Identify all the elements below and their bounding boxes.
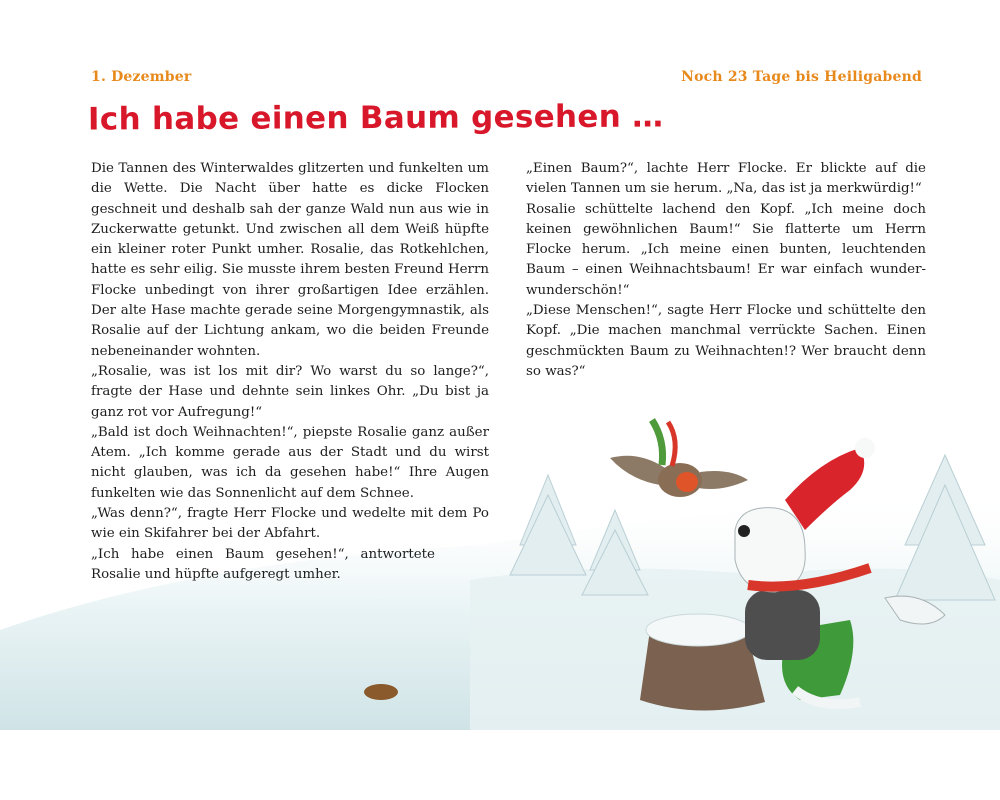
story-paragraph: „Diese Menschen!“, sagte Herr Flocke und schüttelte den Kopf. „Die machen manchmal verrückte Sachen. Einen geschmückten Baum zu Weihnachten!? Wer braucht denn so was?“ [526,303,926,379]
robin-rosalie [610,420,748,497]
story-paragraph: „Was denn?“, fragte Herr Flocke und wedelte mit dem Po wie ein Skifahrer bei der Abfahrt. [91,506,489,542]
story-paragraph: „Rosalie, was ist los mit dir? Wo warst du so lange?“, fragte der Hase und dehnte sein linkes Ohr. „Du bist ja ganz rot vor Aufregung!“ [91,363,489,420]
story-paragraph: „Ich habe einen Baum gesehen!“, antwortete Rosalie und hüpfte aufgeregt umher. [91,546,435,582]
pine-cone [364,684,398,700]
story-paragraph: „Bald ist doch Weihnachten!“, piepste Rosalie ganz außer Atem. „Ich komme gerade aus der Stadt und du wirst nicht glauben, was ich da gesehen habe!“ Ihre Augen funkelten wie das Sonnenlicht auf dem Schnee. [91,424,489,501]
story-paragraph: Die Tannen des Winterwaldes glitzerten und funkelten um die Wette. Die Nacht über hatte es dicke Flocken geschneit und deshalb sah der ganze Wald nun aus wie in Zuckerwatte getunkt. Und zwischen all dem Weiß hüpfte ein kleiner roter Punkt umher. Rosalie, das Rotkehlchen, hatte es sehr eilig. Sie musste ihrem besten Freund Herrn Flocke unbedingt von ihrer großartigen Idee erzählen. Der alte Hase machte gerade seine Morgengymnastik, als Rosalie auf der Lichtung ankam, wo die beiden Freunde nebeneinander wohnten. [91,161,489,359]
story-paragraph: „Einen Baum?“, lachte Herr Flocke. Er blickte auf die vielen Tannen um sie herum. „Na, das ist ja merkwürdig!“ [526,161,926,197]
story-column-left [91,159,489,585]
page-header-countdown: Noch 23 Tage bis Heiligabend [681,69,922,85]
page-header-date: 1. Dezember [91,69,192,85]
story-column-right [526,159,926,382]
story-paragraph: Rosalie schüttelte lachend den Kopf. „Ich meine doch keinen gewöhnlichen Baum!“ Sie flatterte um Herrn Flocke herum. „Ich meine einen bunten, leuchtenden Baum – einen Weihnachtsbaum! Er war einfach wunder-wunderschön!“ [526,201,926,298]
story-title: Ich habe einen Baum gesehen … [87,98,664,138]
